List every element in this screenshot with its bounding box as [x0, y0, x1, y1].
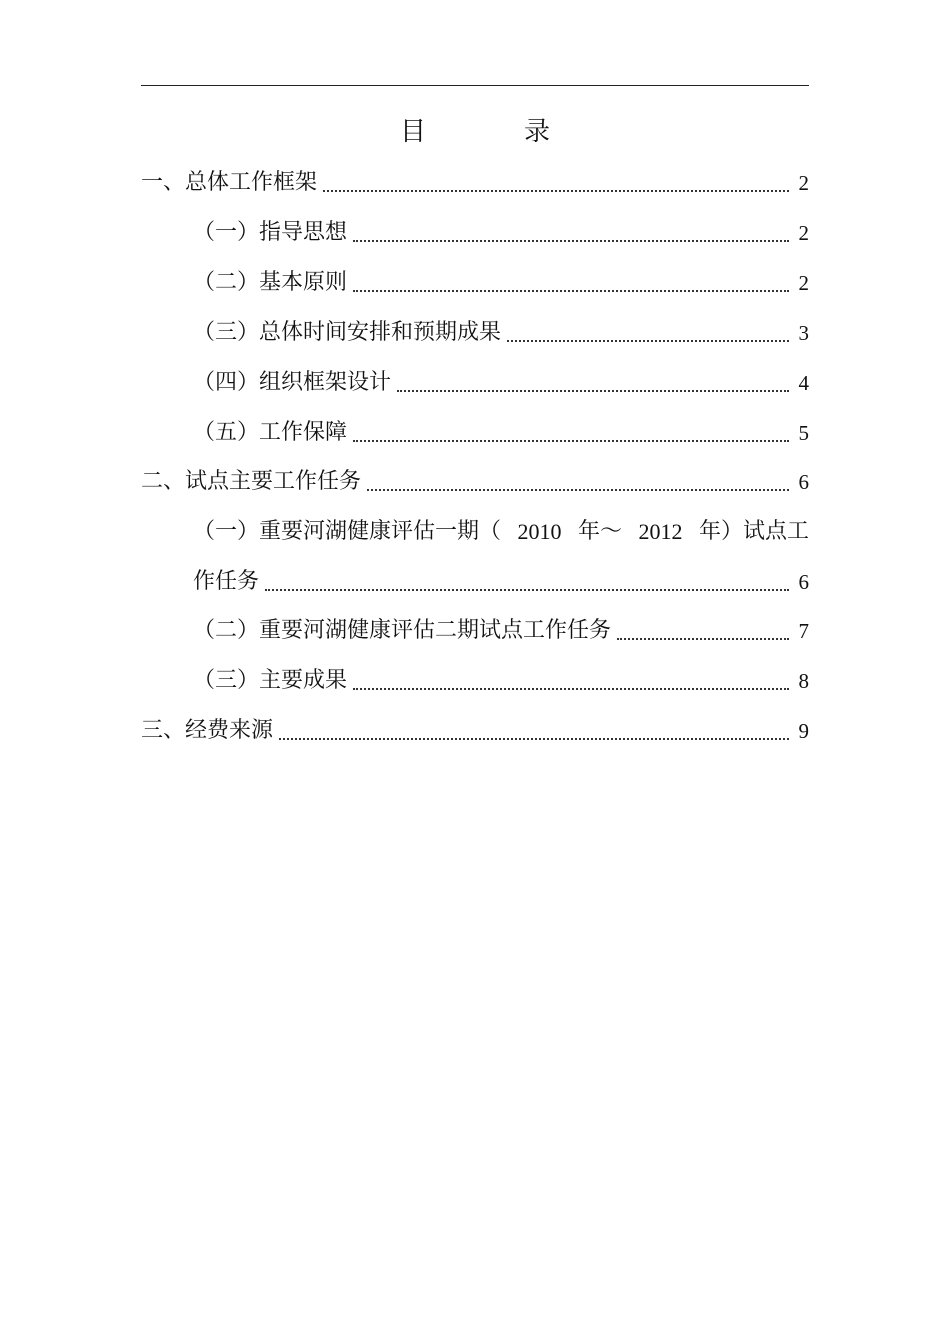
toc-page-number: 7: [798, 619, 809, 643]
toc-entry-1-1[interactable]: [193, 214, 809, 248]
toc-title: 目 录: [399, 117, 586, 147]
dot-leader: [507, 340, 789, 342]
toc-entry-label: 二、试点主要工作任务: [141, 469, 362, 494]
dot-leader: [367, 489, 789, 491]
toc-page-number: 5: [798, 421, 809, 445]
toc-page-number: 2: [798, 221, 809, 245]
toc-entry-label: （二）重要河湖健康评估二期试点工作任务: [193, 618, 612, 643]
toc-page-number: 2: [798, 271, 809, 295]
toc-page-number: 6: [798, 470, 809, 494]
toc-entry-2[interactable]: [141, 463, 809, 497]
toc-entry-label: （二）基本原则: [193, 270, 348, 295]
toc-entry-label: （五）工作保障: [193, 420, 348, 445]
dot-leader: [353, 440, 789, 442]
toc-entry-label: 一、总体工作框架: [141, 170, 318, 195]
header-rule: [141, 85, 809, 86]
dot-leader: [279, 738, 789, 740]
dot-leader: [353, 688, 789, 690]
toc-entry-2-3[interactable]: [193, 662, 809, 696]
toc-entry-1-3[interactable]: [193, 314, 809, 348]
toc-entry-label: （三）主要成果: [193, 668, 348, 693]
toc-entry-label-part: （一）重要河湖健康评估一期（: [193, 519, 502, 544]
dot-leader: [617, 638, 789, 640]
toc-entry-1-2[interactable]: [193, 264, 809, 298]
toc-entry-label: （一）指导思想: [193, 220, 348, 245]
toc-entry-label: 三、经费来源: [141, 718, 274, 743]
toc-page-number: 8: [798, 669, 809, 693]
toc-entry-2-2[interactable]: [193, 612, 809, 646]
toc-entry-label: （四）组织框架设计: [193, 370, 392, 395]
toc-entry-year-start: 2010: [517, 519, 562, 544]
toc-entry-2-1-line1[interactable]: [193, 513, 809, 547]
toc-page-number: 6: [798, 570, 809, 594]
toc-page-number: 3: [798, 321, 809, 345]
toc-entry-label-part: 年～: [577, 519, 622, 544]
dot-leader: [323, 190, 789, 192]
dot-leader: [397, 390, 789, 392]
toc-entry-1[interactable]: [141, 164, 809, 198]
toc-page-number: 9: [798, 719, 809, 743]
toc-entry-year-end: 2012: [638, 519, 683, 544]
toc-entry-3[interactable]: [141, 712, 809, 746]
toc-entry-label: （三）总体时间安排和预期成果: [193, 320, 502, 345]
toc-entry-label-part: 年）试点工: [698, 519, 809, 544]
toc-page-number: 4: [798, 371, 809, 395]
toc-entry-1-4[interactable]: [193, 364, 809, 398]
toc-entry-1-5[interactable]: [193, 414, 809, 448]
dot-leader: [353, 290, 789, 292]
dot-leader: [265, 589, 789, 591]
toc-entry-label: 作任务: [193, 569, 260, 594]
toc-page-number: 2: [798, 171, 809, 195]
toc-entry-2-1-line2[interactable]: [193, 563, 809, 597]
dot-leader: [353, 240, 789, 242]
